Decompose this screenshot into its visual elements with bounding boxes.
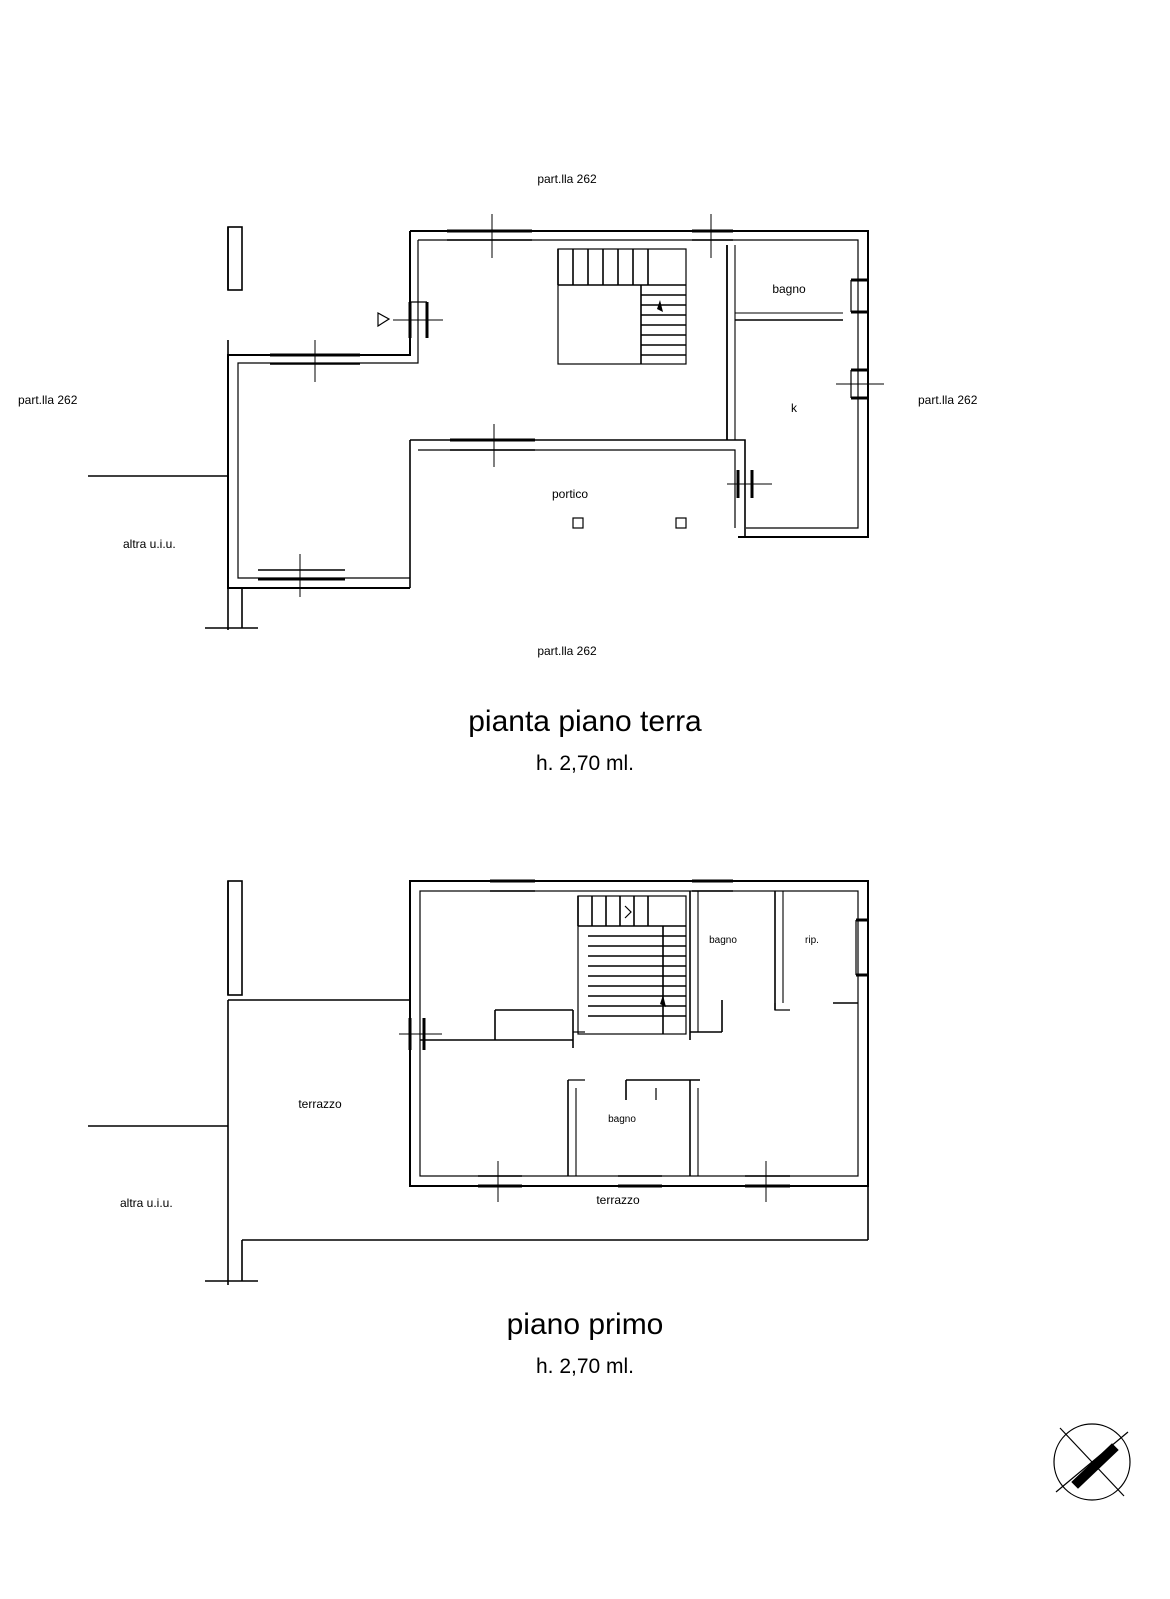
ground-room-kitchen-label: k xyxy=(791,401,797,415)
first-other-unit-label: altra u.i.u. xyxy=(120,1196,173,1210)
first-terrace-left-label: terrazzo xyxy=(298,1097,342,1111)
ground-room-bathroom-label: bagno xyxy=(772,282,806,296)
ground-parcel-right-label: part.lla 262 xyxy=(918,393,978,407)
ground-parcel-bottom-label: part.lla 262 xyxy=(537,644,597,658)
ground-floor-title: pianta piano terra xyxy=(468,705,702,738)
first-terrace-bottom-label: terrazzo xyxy=(596,1193,640,1207)
first-room-bathroom-lower-label: bagno xyxy=(608,1114,636,1125)
ground-parcel-left-label: part.lla 262 xyxy=(18,393,78,407)
first-room-closet-label: rip. xyxy=(805,935,819,946)
ground-room-portico-label: portico xyxy=(551,487,589,501)
first-room-bathroom-upper-label: bagno xyxy=(709,935,737,946)
ground-parcel-top-label: part.lla 262 xyxy=(537,172,597,186)
ground-other-unit-label: altra u.i.u. xyxy=(123,537,176,551)
first-floor-title: piano primo xyxy=(506,1308,664,1341)
ground-floor-height-note: h. 2,70 ml. xyxy=(535,752,635,775)
first-floor-height-note: h. 2,70 ml. xyxy=(535,1355,635,1378)
